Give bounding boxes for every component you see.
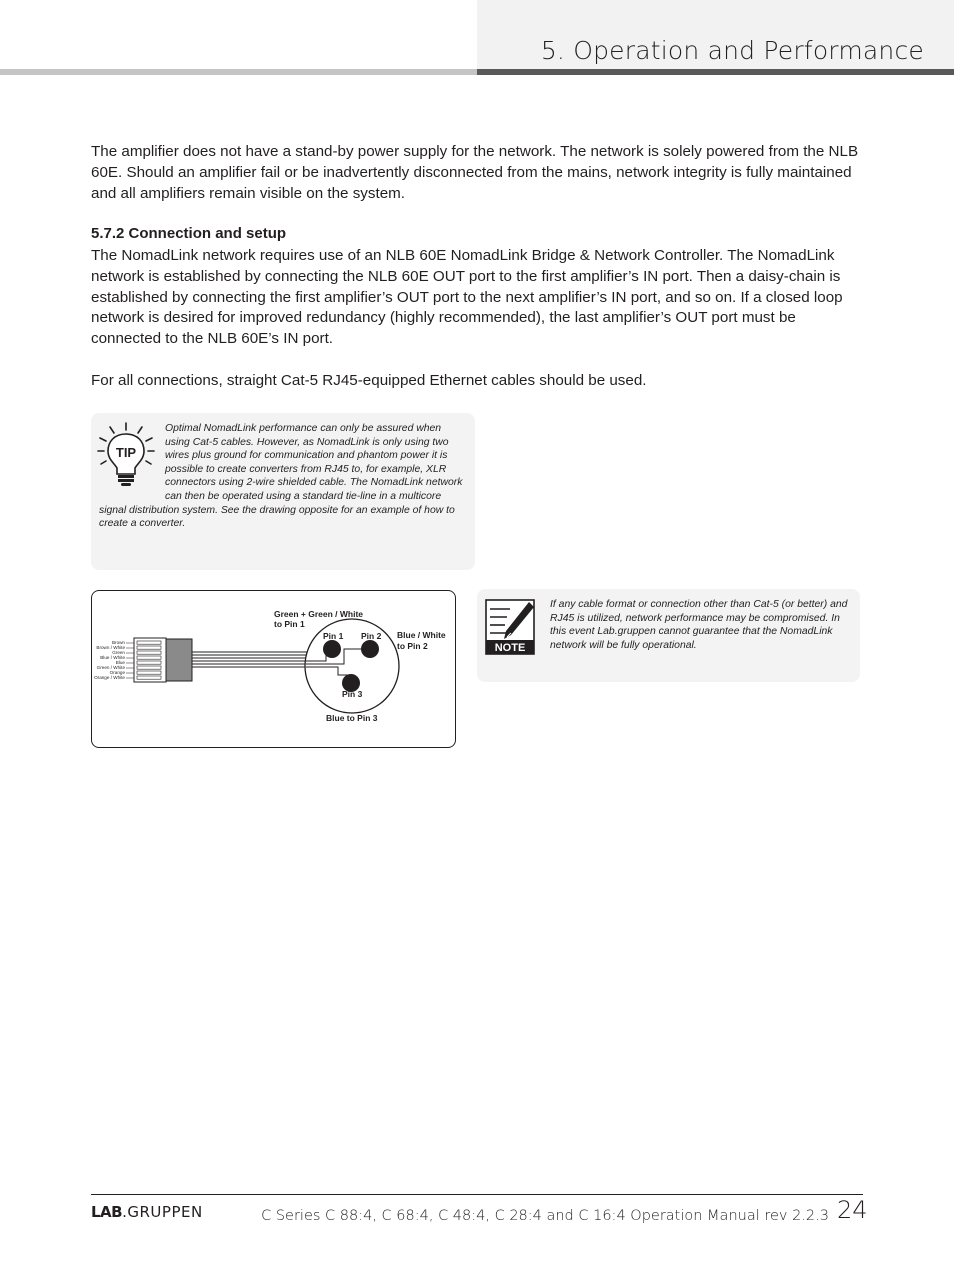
paragraph-cabling: For all connections, straight Cat-5 RJ45-equipped Ethernet cables should be used.: [91, 372, 647, 389]
wire-label: Orange / White: [94, 675, 125, 680]
note-icon-label: NOTE: [494, 642, 526, 654]
label-green-pin1-line2: to Pin 1: [274, 619, 305, 629]
footer-manual-title: C Series C 88:4, C 68:4, C 48:4, C 28:4 and C 16:4 Operation Manual rev 2.2.3: [261, 1208, 829, 1224]
section-heading: 5.7.2 Connection and setup: [91, 225, 287, 242]
paragraph-standby-power: The amplifier does not have a stand-by power supply for the network. The network is solely powered from the NLB 60E. Should an amplifier fail or be inadvertently disconnected from the mains, network integrity is fully maintained and all amplifiers remain visible on the system.: [91, 143, 859, 202]
label-pin3: Pin 3: [342, 689, 363, 699]
note-text: If any cable format or connection other than Cat-5 (or better) and RJ45 is utilized, network performance may be compromised. In this event Lab.gruppen cannot guarantee that the NomadLink network will be fully operational.: [550, 599, 848, 651]
tip-box: [91, 413, 475, 570]
lab-gruppen-logo: LAB.GRUPPEN: [91, 1203, 203, 1221]
paragraph-connection-setup: The NomadLink network requires use of an NLB 60E NomadLink Bridge & Network Controller. The NomadLink network is established by connecting the NLB 60E OUT port to the first amplifier’s IN port. Then a daisy-chain is established by connecting the first amplifier’s OUT port to the next amplifier’s IN port, and so on. If a closed loop network is desired for improved redundancy (highly recommended), the last amplifier’s OUT port must be connected to the NLB 60E’s IN port.: [91, 247, 843, 348]
wire-label: Green / White: [96, 665, 125, 670]
label-pin1: Pin 1: [323, 631, 344, 641]
wire-label: Brown: [111, 640, 125, 645]
label-blue-white-pin2: Blue / White: [397, 630, 446, 640]
wire-label: Blue: [115, 660, 125, 665]
rj45-plug: [134, 638, 192, 682]
footer-rule: [91, 1194, 863, 1195]
page-title: 5. Operation and Performance: [540, 36, 924, 65]
page-number: 24: [837, 1196, 868, 1224]
tip-icon-label: TIP: [115, 445, 137, 460]
label-blue-pin3: Blue to Pin 3: [326, 713, 378, 723]
header-rule-dark: [477, 69, 954, 75]
rj45-to-xlr-diagram: [91, 590, 456, 748]
note-box: [477, 589, 860, 682]
label-pin2: Pin 2: [361, 631, 382, 641]
tip-text: Optimal NomadLink performance can only be assured when using Cat-5 cables. However, as NomadLink is only using two wires plus ground for communication and phantom power it is possible to create converters from RJ45 to, for example, XLR connectors using 2-wire shielded cable. The NomadLink network can then be operated using a standard tie-line in a multicore signal distribution system. See the drawing opposite for an example of how to create a converter.: [99, 423, 463, 530]
wire-label: Green: [112, 650, 125, 655]
note-pencil-icon: [485, 599, 535, 655]
header-rule-light: [0, 69, 477, 75]
wiring-diagram-svg: [92, 591, 455, 747]
label-green-pin1: Green + Green / White: [274, 609, 364, 619]
wire-label: Orange: [109, 670, 125, 675]
wire-label: Blue / White: [100, 655, 125, 660]
label-blue-white-pin2-line2: to Pin 2: [397, 641, 428, 651]
wire-label: Brown / White: [96, 645, 125, 650]
